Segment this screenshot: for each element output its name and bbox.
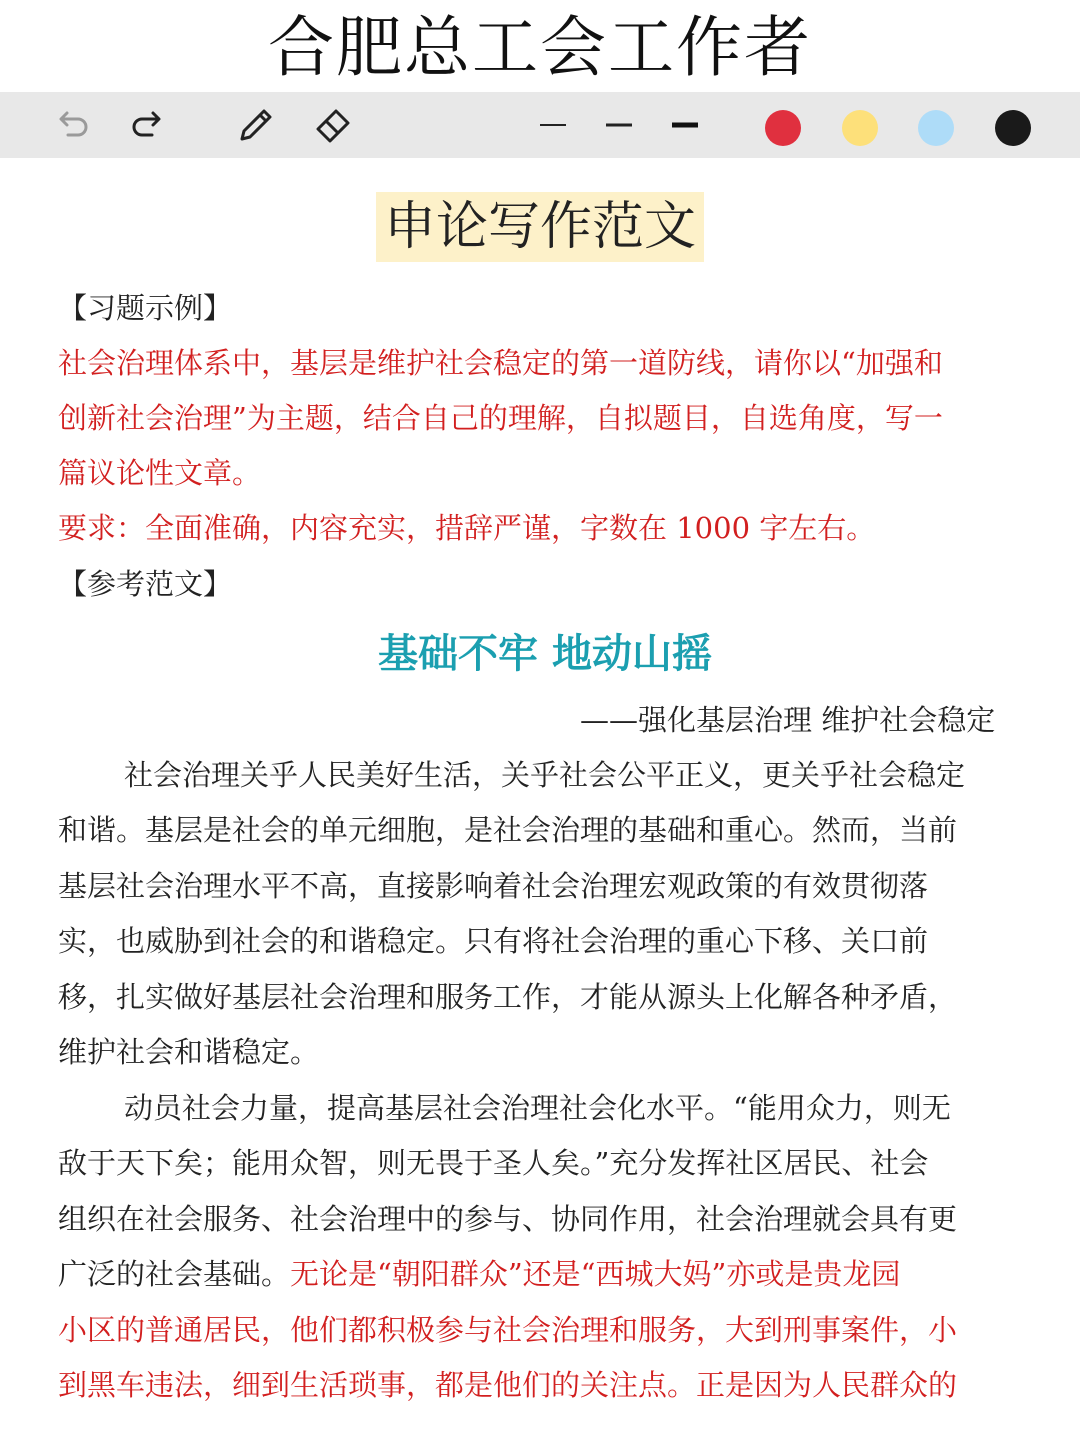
pencil-icon[interactable]: [232, 101, 280, 149]
reference-label: 【参考范文】: [58, 567, 233, 601]
question-line: 创新社会治理”为主题，结合自己的理解，自拟题目，自选角度，写一: [58, 401, 943, 435]
paragraph-line: 社会治理关乎人民美好生活，关乎社会公平正义，更关乎社会稳定: [124, 758, 966, 792]
color-light-blue[interactable]: [918, 110, 954, 146]
redo-icon[interactable]: [124, 101, 172, 149]
paragraph-line: 小区的普通居民，他们都积极参与社会治理和服务，大到刑事案件，小: [58, 1313, 958, 1347]
color-red[interactable]: [765, 110, 801, 146]
paragraph-line: [58, 1254, 1028, 1294]
color-black[interactable]: [995, 110, 1031, 146]
highlighted-text: 无论是“朝阳群众”还是“西城大妈”亦或是贵龙园: [290, 1257, 901, 1291]
stroke-thin[interactable]: [526, 101, 574, 149]
paragraph-line: 组织在社会服务、社会治理中的参与、协同作用，社会治理就会具有更: [58, 1202, 958, 1236]
essay-subtitle: ——强化基层治理 维护社会稳定: [580, 703, 996, 737]
paragraph-line: 基层社会治理水平不高，直接影响着社会治理宏观政策的有效贯彻落: [58, 869, 929, 903]
paragraph-line: 到黑车违法，细到生活琐事，都是他们的关注点。正是因为人民群众的: [58, 1368, 958, 1402]
eraser-icon[interactable]: [310, 101, 358, 149]
essay-title: 基础不牢 地动山摇: [378, 631, 712, 677]
document-title: 申论写作范文: [376, 192, 704, 262]
paragraph-line: 实，也威胁到社会的和谐稳定。只有将社会治理的重心下移、关口前: [58, 924, 929, 958]
paragraph-line: 和谐。基层是社会的单元细胞，是社会治理的基础和重心。然而，当前: [58, 813, 958, 847]
question-line: 社会治理体系中，基层是维护社会稳定的第一道防线，请你以“加强和: [58, 346, 943, 380]
requirement: 要求：全面准确，内容充实，措辞严谨，字数在 1000 字左右。: [58, 511, 876, 545]
paragraph-line: 动员社会力量，提高基层社会治理社会化水平。“能用众力，则无: [124, 1091, 951, 1125]
color-yellow[interactable]: [842, 110, 878, 146]
question-line: 篇议论性文章。: [58, 456, 262, 490]
stroke-medium[interactable]: [592, 101, 640, 149]
paragraph-line: 维护社会和谐稳定。: [58, 1035, 320, 1069]
paragraph-line: 移，扎实做好基层社会治理和服务工作，才能从源头上化解各种矛盾，: [58, 980, 958, 1014]
undo-icon[interactable]: [48, 101, 96, 149]
paragraph-text: 广泛的社会基础。: [58, 1257, 291, 1291]
example-label: 【习题示例】: [58, 291, 233, 325]
stroke-thick[interactable]: [658, 101, 706, 149]
app-title: 合肥总工会工作者: [268, 9, 812, 86]
paragraph-line: 敌于天下矣；能用众智，则无畏于圣人矣。”充分发挥社区居民、社会: [58, 1146, 929, 1180]
